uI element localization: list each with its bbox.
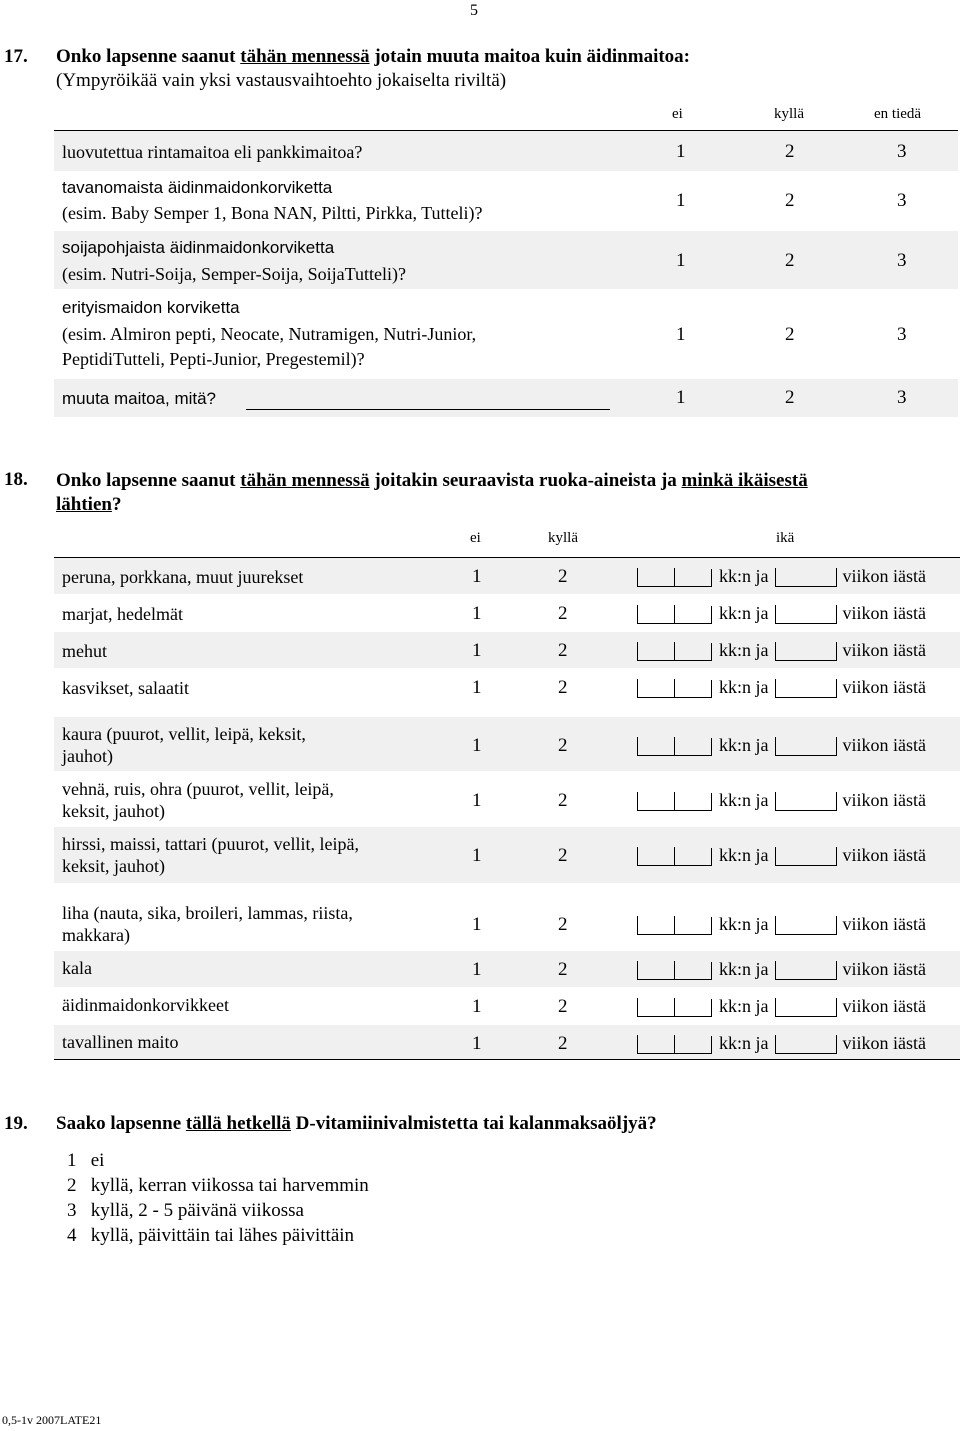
months-label: kk:n ja: [719, 914, 769, 934]
months-label: kk:n ja: [719, 996, 769, 1016]
option-label: kyllä, kerran viikossa tai harvemmin: [90, 1175, 369, 1196]
q18-title-u3: lähtien: [56, 494, 112, 515]
months-digit-2[interactable]: [674, 737, 711, 756]
q17-row-special-formula[interactable]: [54, 290, 958, 378]
age-input[interactable]: [637, 996, 932, 1017]
q17-row-banked-milk[interactable]: [54, 131, 958, 171]
weeks-label: viikon iästä: [842, 677, 926, 697]
q17-title-pre: Onko lapsenne saanut: [56, 46, 241, 67]
q17-row-label: tavanomaista äidinmaidonkorviketta: [62, 178, 333, 197]
option-2[interactable]: 2: [558, 996, 568, 1017]
months-label: kk:n ja: [719, 566, 769, 586]
q19-option-4[interactable]: [67, 1225, 354, 1247]
q17-header-en-tieda: en tiedä: [874, 106, 922, 122]
q18-food-row[interactable]: [54, 827, 960, 883]
q17-row-label-3: PeptidiTutteli, Pepti-Junior, Pregestemil)?: [62, 349, 365, 369]
option-3[interactable]: 3: [897, 324, 907, 345]
weeks-box[interactable]: [775, 568, 837, 587]
age-input[interactable]: [637, 566, 932, 587]
q17-row-label-2: (esim. Almiron pepti, Neocate, Nutramigen, Nutri-Junior,: [62, 324, 477, 344]
q17-header-ei: ei: [672, 106, 683, 122]
option-1[interactable]: 1: [472, 566, 482, 587]
q18-title-u2: minkä ikäisestä: [681, 470, 808, 491]
months-digit-1[interactable]: [637, 961, 674, 980]
months-digit-1[interactable]: [637, 679, 674, 698]
food-label: kala: [62, 958, 92, 978]
option-2[interactable]: 2: [785, 190, 795, 211]
months-label: kk:n ja: [719, 677, 769, 697]
q18-food-row[interactable]: [54, 772, 960, 826]
months-digit-1[interactable]: [637, 605, 674, 624]
q19-option-1[interactable]: [67, 1150, 104, 1172]
weeks-label: viikon iästä: [842, 603, 926, 623]
option-label: ei: [90, 1150, 105, 1171]
food-label: marjat, hedelmät: [62, 604, 183, 624]
q18-bottom-rule: [54, 1059, 960, 1060]
weeks-box[interactable]: [775, 642, 837, 661]
age-input[interactable]: [637, 790, 932, 811]
option-2[interactable]: 2: [785, 324, 795, 345]
months-label: kk:n ja: [719, 790, 769, 810]
option-1[interactable]: 1: [472, 1033, 482, 1054]
weeks-box[interactable]: [775, 605, 837, 624]
food-label-2: jauhot): [62, 746, 113, 766]
weeks-box[interactable]: [775, 998, 837, 1017]
months-label: kk:n ja: [719, 959, 769, 979]
food-label: vehnä, ruis, ohra (puurot, vellit, leipä,: [62, 779, 334, 799]
weeks-box[interactable]: [775, 679, 837, 698]
weeks-label: viikon iästä: [842, 845, 926, 865]
option-number: 1: [67, 1150, 77, 1171]
q19-title: [56, 1113, 657, 1135]
weeks-label: viikon iästä: [842, 996, 926, 1016]
q19-option-2[interactable]: [67, 1175, 369, 1197]
months-digit-1[interactable]: [637, 916, 674, 935]
age-input[interactable]: [637, 845, 932, 866]
q19-option-3[interactable]: [67, 1200, 304, 1222]
age-input[interactable]: [637, 1033, 932, 1054]
months-digit-2[interactable]: [674, 605, 711, 624]
option-number: 2: [67, 1175, 77, 1196]
months-digit-1[interactable]: [637, 792, 674, 811]
weeks-label: viikon iästä: [842, 1033, 926, 1053]
option-1[interactable]: 1: [472, 640, 482, 661]
weeks-box[interactable]: [775, 792, 837, 811]
option-1[interactable]: 1: [676, 387, 686, 408]
food-label-2: makkara): [62, 925, 130, 945]
months-digit-2[interactable]: [674, 1035, 711, 1054]
weeks-label: viikon iästä: [842, 735, 926, 755]
q18-header-ika: ikä: [776, 530, 795, 546]
weeks-box[interactable]: [775, 916, 837, 935]
q18-food-row[interactable]: [54, 669, 960, 705]
q18-food-row[interactable]: [54, 595, 960, 631]
q17-row-label: erityismaidon korviketta: [62, 298, 240, 317]
q19-number: 19.: [4, 1113, 28, 1134]
q18-header-kylla: kyllä: [548, 530, 578, 546]
q18-food-row[interactable]: [54, 988, 960, 1024]
age-input[interactable]: [637, 735, 932, 756]
food-label: tavallinen maito: [62, 1032, 179, 1052]
q18-food-row[interactable]: [54, 717, 960, 771]
weeks-label: viikon iästä: [842, 640, 926, 660]
age-input[interactable]: [637, 677, 932, 698]
age-input[interactable]: [637, 640, 932, 661]
q17-title-post: jotain muuta maitoa kuin äidinmaitoa:: [369, 46, 690, 67]
food-label: hirssi, maissi, tattari (puurot, vellit, leipä,: [62, 834, 359, 854]
weeks-label: viikon iästä: [842, 959, 926, 979]
option-1[interactable]: 1: [472, 845, 482, 866]
q18-title-end: ?: [111, 494, 122, 515]
age-input[interactable]: [637, 959, 932, 980]
option-1[interactable]: 1: [676, 141, 686, 162]
months-label: kk:n ja: [719, 603, 769, 623]
q17-row-other-milk[interactable]: [54, 379, 958, 417]
option-1[interactable]: 1: [676, 324, 686, 345]
q17-row-soy-formula[interactable]: [54, 231, 958, 289]
option-2[interactable]: 2: [785, 141, 795, 162]
option-2[interactable]: 2: [558, 845, 568, 866]
option-3[interactable]: 3: [897, 190, 907, 211]
weeks-box[interactable]: [775, 1035, 837, 1054]
option-3[interactable]: 3: [897, 141, 907, 162]
q17-row-label-2: (esim. Nutri-Soija, Semper-Soija, SoijaTutteli)?: [62, 264, 406, 284]
option-2[interactable]: 2: [558, 603, 568, 624]
q19-title-underlined: tällä hetkellä: [185, 1113, 291, 1134]
q18-food-row[interactable]: [54, 951, 960, 987]
months-digit-1[interactable]: [637, 847, 674, 866]
page-number: 5: [470, 2, 478, 19]
q19-title-post: D-vitamiinivalmistetta tai kalanmaksaöljyä?: [290, 1113, 657, 1134]
weeks-box[interactable]: [775, 847, 837, 866]
months-label: kk:n ja: [719, 735, 769, 755]
months-digit-2[interactable]: [674, 642, 711, 661]
option-2[interactable]: 2: [558, 1033, 568, 1054]
q17-row-label: soijapohjaista äidinmaidonkorviketta: [62, 238, 335, 257]
months-digit-2[interactable]: [674, 679, 711, 698]
q17-title: [56, 46, 690, 68]
q18-number: 18.: [4, 469, 28, 490]
option-1[interactable]: 1: [472, 959, 482, 980]
q17-number: 17.: [4, 46, 28, 67]
months-digit-2[interactable]: [674, 916, 711, 935]
option-1[interactable]: 1: [472, 996, 482, 1017]
months-digit-1[interactable]: [637, 1035, 674, 1054]
q17-row-label-2: (esim. Baby Semper 1, Bona NAN, Piltti, Pirkka, Tutteli)?: [62, 203, 483, 223]
option-2[interactable]: 2: [785, 250, 795, 271]
option-number: 4: [67, 1225, 77, 1246]
q18-food-row[interactable]: [54, 896, 960, 950]
option-2[interactable]: 2: [558, 914, 568, 935]
option-label: kyllä, 2 - 5 päivänä viikossa: [90, 1200, 304, 1221]
option-1[interactable]: 1: [472, 735, 482, 756]
option-2[interactable]: 2: [558, 735, 568, 756]
option-2[interactable]: 2: [558, 640, 568, 661]
food-label: kaura (puurot, vellit, leipä, keksit,: [62, 724, 306, 744]
months-label: kk:n ja: [719, 640, 769, 660]
weeks-label: viikon iästä: [842, 914, 926, 934]
option-1[interactable]: 1: [472, 914, 482, 935]
age-input[interactable]: [637, 603, 932, 624]
food-label: mehut: [62, 641, 107, 661]
months-digit-2[interactable]: [674, 961, 711, 980]
option-1[interactable]: 1: [472, 790, 482, 811]
q17-header-kylla: kyllä: [774, 106, 804, 122]
option-1[interactable]: 1: [472, 677, 482, 698]
food-label-2: keksit, jauhot): [62, 856, 165, 876]
q18-food-row[interactable]: [54, 558, 960, 594]
option-3[interactable]: 3: [897, 250, 907, 271]
food-label-2: keksit, jauhot): [62, 801, 165, 821]
q17-title-underlined: tähän mennessä: [240, 46, 370, 67]
food-label: kasvikset, salaatit: [62, 678, 189, 698]
q18-header-ei: ei: [470, 530, 481, 546]
months-digit-2[interactable]: [674, 998, 711, 1017]
q17-subtitle: (Ympyröikää vain yksi vastausvaihtoehto jokaiselta riviltä): [56, 70, 507, 91]
q18-title-mid: joitakin seuraavista ruoka-aineista ja: [369, 470, 682, 491]
option-label: kyllä, päivittäin tai lähes päivittäin: [90, 1225, 355, 1246]
other-milk-write-line[interactable]: [246, 409, 610, 410]
option-2[interactable]: 2: [785, 387, 795, 408]
option-2[interactable]: 2: [558, 959, 568, 980]
q19-title-pre: Saako lapsenne: [56, 1113, 186, 1134]
footer-code: 0,5-1v 2007LATE21: [2, 1413, 102, 1427]
option-2[interactable]: 2: [558, 566, 568, 587]
option-1[interactable]: 1: [472, 603, 482, 624]
months-digit-1[interactable]: [637, 998, 674, 1017]
q18-title-u1: tähän mennessä: [240, 470, 370, 491]
q17-row-label: luovutettua rintamaitoa eli pankkimaitoa?: [62, 142, 363, 162]
food-label: äidinmaidonkorvikkeet: [62, 995, 229, 1015]
option-3[interactable]: 3: [897, 387, 907, 408]
q18-food-row[interactable]: [54, 1025, 960, 1059]
option-number: 3: [67, 1200, 77, 1221]
weeks-label: viikon iästä: [842, 566, 926, 586]
months-digit-1[interactable]: [637, 568, 674, 587]
q17-row-label: muuta maitoa, mitä?: [62, 389, 217, 408]
option-1[interactable]: 1: [676, 250, 686, 271]
weeks-box[interactable]: [775, 961, 837, 980]
months-label: kk:n ja: [719, 1033, 769, 1053]
months-digit-2[interactable]: [674, 568, 711, 587]
weeks-box[interactable]: [775, 737, 837, 756]
months-label: kk:n ja: [719, 845, 769, 865]
option-1[interactable]: 1: [676, 190, 686, 211]
option-2[interactable]: 2: [558, 790, 568, 811]
months-digit-1[interactable]: [637, 737, 674, 756]
months-digit-2[interactable]: [674, 792, 711, 811]
weeks-label: viikon iästä: [842, 790, 926, 810]
q18-food-row[interactable]: [54, 632, 960, 668]
q17-row-standard-formula[interactable]: [54, 172, 958, 230]
q18-title-pre: Onko lapsenne saanut: [56, 470, 241, 491]
option-2[interactable]: 2: [558, 677, 568, 698]
months-digit-1[interactable]: [637, 642, 674, 661]
food-label: peruna, porkkana, muut juurekset: [62, 567, 304, 587]
months-digit-2[interactable]: [674, 847, 711, 866]
food-label: liha (nauta, sika, broileri, lammas, riista,: [62, 903, 353, 923]
q18-title: [56, 469, 946, 517]
age-input[interactable]: [637, 914, 932, 935]
